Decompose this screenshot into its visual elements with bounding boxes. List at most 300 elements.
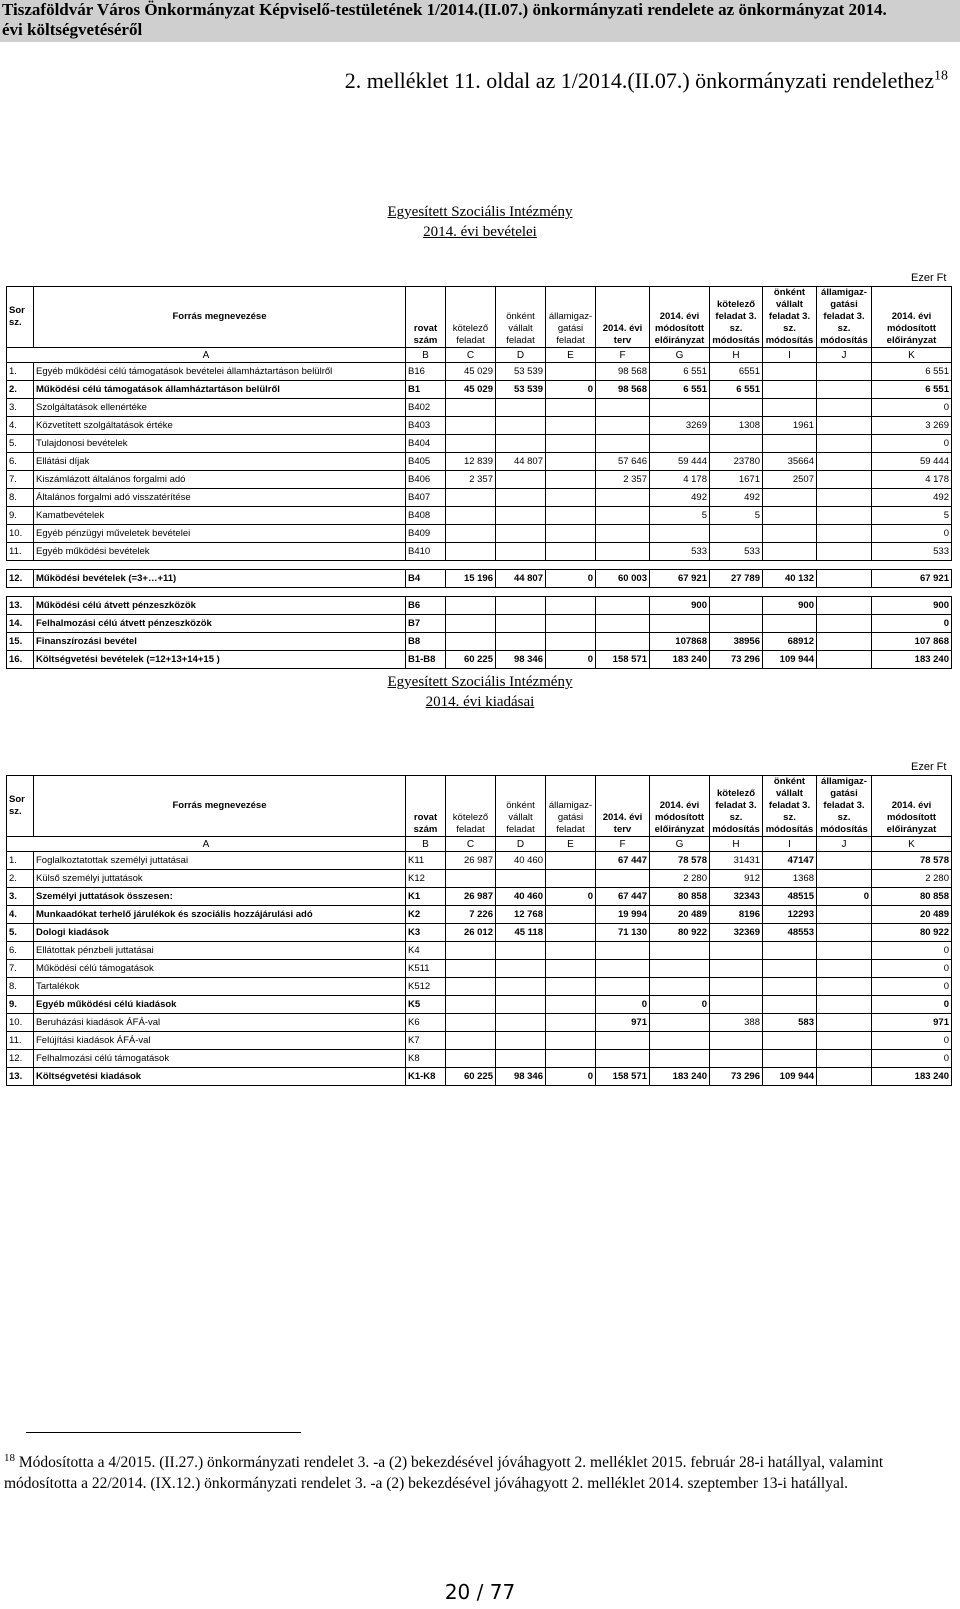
cell-j [817,978,872,996]
row-rovat: B406 [406,471,446,489]
cell-all: 0 [546,570,596,588]
cell-j [817,1068,872,1086]
cell-i: 40 132 [763,570,817,588]
col-rovat-header: rovat szám [406,776,446,837]
cell-j [817,543,872,561]
cell-onk [496,942,546,960]
cell-i: 35664 [763,453,817,471]
row-rovat: B405 [406,453,446,471]
cell-j [817,489,872,507]
cell-onk [496,1050,546,1068]
table-row [7,978,952,996]
cell-i [763,1050,817,1068]
cell-onk: 40 460 [496,888,546,906]
cell-k: 0 [872,525,952,543]
cell-k: 6 551 [872,381,952,399]
cell-onk [496,435,546,453]
cell-terv [596,870,650,888]
cell-kot: 15 196 [446,570,496,588]
col-plan-header: 2014. évi terv [596,776,650,837]
col-mandatory-header: kötelező feladat [446,776,496,837]
column-letter: B [406,837,446,852]
cell-all [546,435,596,453]
cell-all [546,870,596,888]
row-number: 12. [7,570,34,588]
row-rovat: B402 [406,399,446,417]
cell-mod: 5 [650,507,710,525]
cell-kot [446,399,496,417]
row-name: Beruházási kiadások ÁFÁ-val [34,1014,406,1032]
cell-terv [596,417,650,435]
cell-mod [650,399,710,417]
column-letter: H [710,348,763,363]
cell-j [817,417,872,435]
column-letter: J [817,837,872,852]
col-modified-2-header: 2014. évi módosított előirányzat [872,287,952,348]
cell-kot: 26 012 [446,924,496,942]
column-letter: C [446,348,496,363]
row-number: 7. [7,471,34,489]
row-number: 5. [7,924,34,942]
expense-title-2: 2014. évi kiadásai [425,694,535,710]
col-mandatory-header: kötelező feladat [446,287,496,348]
cell-j [817,1032,872,1050]
cell-all [546,978,596,996]
cell-onk: 45 118 [496,924,546,942]
footnote-ref: 18 [934,68,948,84]
cell-j [817,507,872,525]
cell-all [546,633,596,651]
cell-all [546,597,596,615]
cell-kot [446,525,496,543]
row-rovat: K8 [406,1050,446,1068]
cell-kot: 60 225 [446,1068,496,1086]
cell-all: 0 [546,651,596,669]
cell-mod: 492 [650,489,710,507]
table-row [7,996,952,1014]
cell-onk [496,615,546,633]
row-rovat: K12 [406,870,446,888]
cell-terv [596,1050,650,1068]
row-name: Kamatbevételek [34,507,406,525]
column-letter: F [596,837,650,852]
row-number: 6. [7,942,34,960]
row-number: 7. [7,960,34,978]
cell-onk [496,507,546,525]
column-letter: I [763,348,817,363]
cell-i [763,507,817,525]
table-row [7,1014,952,1032]
row-name: Általános forgalmi adó visszatérítése [34,489,406,507]
row-number: 14. [7,615,34,633]
cell-h: 38956 [710,633,763,651]
unit-label-revenue: Ezer Ft [911,272,947,284]
cell-k: 900 [872,597,952,615]
cell-all [546,615,596,633]
cell-h: 31431 [710,852,763,870]
cell-k: 2 280 [872,870,952,888]
column-letter: C [446,837,496,852]
col-sor-header: Sor sz. [7,287,34,348]
cell-i [763,435,817,453]
cell-terv: 98 568 [596,363,650,381]
cell-k: 183 240 [872,651,952,669]
col-voluntary-header: önként vállalt feladat [496,776,546,837]
cell-terv [596,435,650,453]
cell-mod: 533 [650,543,710,561]
footnote-number: 18 [4,1452,15,1464]
cell-h: 6 551 [710,381,763,399]
table-row [7,597,952,615]
row-rovat: K11 [406,852,446,870]
col-state-admin-header: államigaz-gatási feladat [546,287,596,348]
cell-k: 0 [872,942,952,960]
col-voluntary-header: önként vállalt feladat [496,287,546,348]
cell-onk: 44 807 [496,570,546,588]
row-number: 5. [7,435,34,453]
cell-i: 583 [763,1014,817,1032]
table-row [7,543,952,561]
cell-i: 109 944 [763,1068,817,1086]
cell-kot: 7 226 [446,906,496,924]
cell-all [546,507,596,525]
column-letter: A [7,837,406,852]
cell-mod: 183 240 [650,651,710,669]
cell-h: 492 [710,489,763,507]
cell-mod: 80 858 [650,888,710,906]
cell-terv: 971 [596,1014,650,1032]
cell-h: 23780 [710,453,763,471]
cell-onk: 44 807 [496,453,546,471]
table-row [7,924,952,942]
row-name: Felhalmozási célú átvett pénzeszközök [34,615,406,633]
cell-terv [596,960,650,978]
cell-i: 68912 [763,633,817,651]
cell-all [546,1032,596,1050]
cell-i: 12293 [763,906,817,924]
row-rovat: K4 [406,942,446,960]
row-name: Működési célú támogatások államháztartáson belülről [34,381,406,399]
col-state-admin-mod-header: államigaz-gatási feladat 3. sz. módosítás [817,776,872,837]
cell-onk: 40 460 [496,852,546,870]
row-name: Munkaadókat terhelő járulékok és szociális hozzájárulási adó [34,906,406,924]
col-mandatory-mod-header: kötelező feladat 3. sz. módosítás [710,776,763,837]
cell-k: 0 [872,1032,952,1050]
cell-all [546,906,596,924]
cell-mod: 80 922 [650,924,710,942]
cell-kot [446,960,496,978]
cell-i [763,399,817,417]
cell-mod [650,525,710,543]
cell-mod: 67 921 [650,570,710,588]
expense-title-1: Egyesített Szociális Intézmény [387,674,573,690]
cell-j [817,852,872,870]
cell-j [817,924,872,942]
row-rovat: B409 [406,525,446,543]
table-row [7,453,952,471]
row-number: 16. [7,651,34,669]
cell-onk: 12 768 [496,906,546,924]
table-row [7,381,952,399]
row-name: Személyi juttatások összesen: [34,888,406,906]
cell-j [817,363,872,381]
cell-mod: 6 551 [650,363,710,381]
row-name: Egyéb működési célú támogatások bevételei államháztartáson belülről [34,363,406,381]
row-number: 13. [7,1068,34,1086]
document-header [0,0,960,42]
cell-k: 492 [872,489,952,507]
row-number: 10. [7,1014,34,1032]
cell-onk [496,1014,546,1032]
cell-onk: 98 346 [496,1068,546,1086]
cell-i: 1368 [763,870,817,888]
cell-kot [446,597,496,615]
cell-onk [496,978,546,996]
cell-terv: 67 447 [596,852,650,870]
row-number: 3. [7,888,34,906]
cell-kot: 12 839 [446,453,496,471]
table-row [7,525,952,543]
annex-title-text: 2. melléklet 11. oldal az 1/2014.(II.07.) önkormányzati rendelethez [344,68,934,93]
cell-terv [596,615,650,633]
cell-h [710,597,763,615]
cell-kot: 26 987 [446,852,496,870]
cell-onk [496,525,546,543]
cell-kot [446,417,496,435]
table-row [7,651,952,669]
row-number: 8. [7,978,34,996]
table-row [7,417,952,435]
cell-j [817,435,872,453]
cell-all [546,996,596,1014]
cell-j [817,399,872,417]
cell-terv: 158 571 [596,1068,650,1086]
cell-mod [650,1032,710,1050]
row-name: Működési célú támogatások [34,960,406,978]
cell-i [763,543,817,561]
row-rovat: B404 [406,435,446,453]
cell-k: 0 [872,1050,952,1068]
cell-terv: 2 357 [596,471,650,489]
cell-kot: 26 987 [446,888,496,906]
cell-j [817,525,872,543]
cell-k: 78 578 [872,852,952,870]
col-source-header: Forrás megnevezése [34,776,406,837]
cell-i [763,996,817,1014]
cell-terv [596,543,650,561]
col-modified-2-header: 2014. évi módosított előirányzat [872,776,952,837]
spacer-cell [7,561,952,570]
row-number: 9. [7,996,34,1014]
cell-k: 20 489 [872,906,952,924]
header-line-2: évi költségvetéséről [2,20,143,39]
col-source-header: Forrás megnevezése [34,287,406,348]
cell-h: 27 789 [710,570,763,588]
cell-k: 0 [872,435,952,453]
cell-j [817,870,872,888]
cell-k: 0 [872,996,952,1014]
row-name: Felhalmozási célú támogatások [34,1050,406,1068]
cell-kot: 60 225 [446,651,496,669]
row-rovat: K1-K8 [406,1068,446,1086]
cell-j [817,597,872,615]
cell-h: 1308 [710,417,763,435]
spacer-row [7,561,952,570]
cell-j [817,633,872,651]
row-name: Kiszámlázott általános forgalmi adó [34,471,406,489]
cell-mod: 0 [650,996,710,1014]
row-number: 15. [7,633,34,651]
cell-mod [650,942,710,960]
cell-all [546,960,596,978]
cell-mod: 20 489 [650,906,710,924]
col-voluntary-mod-header: önként vállalt feladat 3. sz. módosítás [763,287,817,348]
cell-terv [596,978,650,996]
row-rovat: B16 [406,363,446,381]
cell-i [763,489,817,507]
cell-mod [650,615,710,633]
table-row [7,615,952,633]
cell-all: 0 [546,888,596,906]
column-letter: H [710,837,763,852]
table-row [7,1050,952,1068]
cell-h: 8196 [710,906,763,924]
row-rovat: K5 [406,996,446,1014]
cell-kot [446,1032,496,1050]
cell-k: 183 240 [872,1068,952,1086]
table-row [7,870,952,888]
row-name: Finanszírozási bevétel [34,633,406,651]
cell-i [763,942,817,960]
cell-all [546,1014,596,1032]
row-rovat: K1 [406,888,446,906]
row-rovat: B4 [406,570,446,588]
cell-all: 0 [546,381,596,399]
cell-h [710,525,763,543]
cell-kot: 45 029 [446,363,496,381]
cell-mod [650,1050,710,1068]
cell-all [546,924,596,942]
row-number: 12. [7,1050,34,1068]
spacer-cell [7,588,952,597]
cell-terv: 60 003 [596,570,650,588]
cell-i [763,363,817,381]
cell-i: 900 [763,597,817,615]
cell-i: 47147 [763,852,817,870]
cell-i [763,1032,817,1050]
cell-onk [496,417,546,435]
cell-terv: 67 447 [596,888,650,906]
row-rovat: K7 [406,1032,446,1050]
cell-i: 2507 [763,471,817,489]
cell-all [546,399,596,417]
cell-onk [496,870,546,888]
row-rovat: B407 [406,489,446,507]
cell-h: 912 [710,870,763,888]
col-rovat-header: rovat szám [406,287,446,348]
cell-h: 388 [710,1014,763,1032]
cell-j [817,570,872,588]
cell-terv [596,1032,650,1050]
cell-mod: 59 444 [650,453,710,471]
table-row [7,1068,952,1086]
cell-terv: 98 568 [596,381,650,399]
cell-k: 971 [872,1014,952,1032]
cell-j [817,1050,872,1068]
cell-all [546,852,596,870]
cell-i [763,615,817,633]
cell-h [710,435,763,453]
cell-kot [446,435,496,453]
cell-all [546,363,596,381]
expense-table [6,775,952,1086]
column-letter: D [496,348,546,363]
cell-onk [496,1032,546,1050]
cell-all [546,417,596,435]
cell-onk [496,633,546,651]
cell-i: 48553 [763,924,817,942]
cell-j [817,1014,872,1032]
cell-j: 0 [817,888,872,906]
cell-terv [596,633,650,651]
table-row [7,960,952,978]
cell-onk [496,597,546,615]
row-name: Ellátottak pénzbeli juttatásai [34,942,406,960]
row-name: Külső személyi juttatások [34,870,406,888]
cell-k: 4 178 [872,471,952,489]
cell-h [710,399,763,417]
cell-terv [596,399,650,417]
cell-all [546,942,596,960]
column-letter: J [817,348,872,363]
col-modified-header: 2014. évi módosított előirányzat [650,776,710,837]
col-state-admin-mod-header: államigaz-gatási feladat 3. sz. módosítás [817,287,872,348]
cell-kot: 45 029 [446,381,496,399]
cell-terv [596,942,650,960]
cell-onk [496,489,546,507]
cell-j [817,942,872,960]
row-number: 1. [7,363,34,381]
row-rovat: B1-B8 [406,651,446,669]
table-row [7,633,952,651]
row-rovat: B408 [406,507,446,525]
cell-all [546,489,596,507]
cell-mod: 900 [650,597,710,615]
cell-k: 67 921 [872,570,952,588]
cell-h: 6551 [710,363,763,381]
cell-kot [446,942,496,960]
table-row [7,435,952,453]
table-row [7,906,952,924]
revenue-title-2: 2014. évi bevételei [423,224,537,240]
row-rovat: K6 [406,1014,446,1032]
row-name: Egyéb pénzügyi műveletek bevételei [34,525,406,543]
footnote-text: Módosította a 4/2015. (II.27.) önkormányzati rendelet 3. -a (2) bekezdésével jóváhagyott 2. melléklet 2015. február 28-i hatállyal, valamint módosította a 22/2014. (IX.12.) önkormányzati rendelet 3. -a (2) bekezdésével jóváhagyott 2. melléklet 2014. szeptember 13-i hatállyal. [4,1454,884,1493]
row-name: Költségvetési bevételek (=12+13+14+15 ) [34,651,406,669]
cell-all [546,471,596,489]
cell-kot [446,615,496,633]
row-name: Ellátási díjak [34,453,406,471]
column-letter: B [406,348,446,363]
cell-kot [446,489,496,507]
cell-kot [446,978,496,996]
row-name: Tartalékok [34,978,406,996]
row-rovat: B6 [406,597,446,615]
cell-h [710,996,763,1014]
row-rovat: B403 [406,417,446,435]
table-row [7,852,952,870]
row-name: Működési bevételek (=3+…+11) [34,570,406,588]
